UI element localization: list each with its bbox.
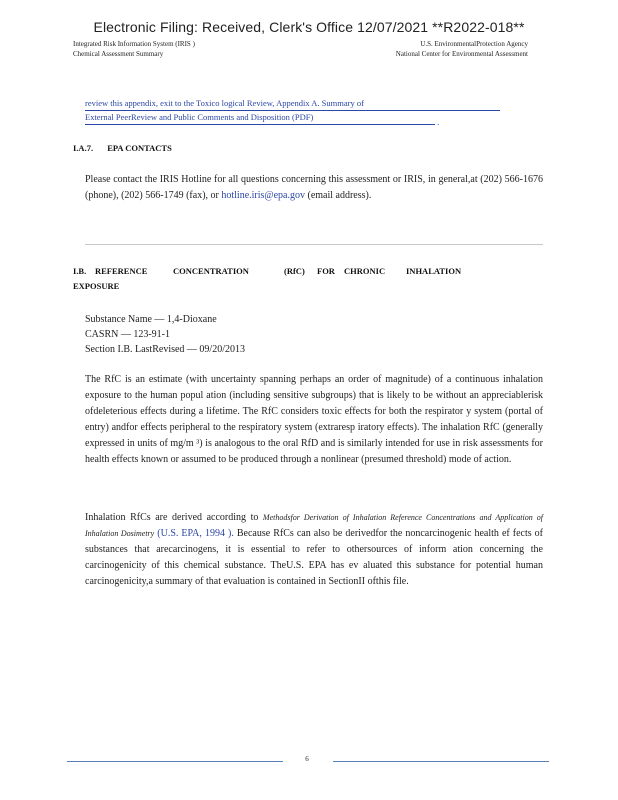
footer-rule-left: [67, 761, 283, 762]
rfc-derivation-text-end: Because RfCs can also be derivedfor the noncarcinogenic health ef fects of substances that arecarcinogens, it is essential to refer to othersources of inform ation concerning the carcinogenicity of this chemical substance. TheU.S. EPA has ev aluated this substance for potential human carcinogenicity,a summary of that evaluation is contained in SectionII ofthis file.: [85, 528, 544, 587]
hotline-email-link[interactable]: hotline.iris@epa.gov: [221, 190, 305, 201]
running-header-left-line2: Chemical Assessment Summary: [73, 50, 164, 58]
rfc-heading-word: INHALATION: [406, 266, 462, 276]
running-header-right-line2: National Center for Environmental Assessment: [395, 50, 528, 58]
section-divider: [85, 244, 543, 245]
contacts-text: Please contact the IRIS Hotline for all questions concerning this assessment or IRIS, in general,at (202) 566-1676 (phone), (202) 566-1749 (fax), or: [85, 174, 543, 201]
substance-name: Substance Name — 1,4-Dioxane: [85, 314, 217, 325]
contacts-heading-number: I.A.7.: [73, 143, 94, 153]
last-revised: Section I.B. LastRevised — 09/20/2013: [85, 344, 245, 355]
citation-link[interactable]: (U.S. EPA, 1994 ).: [157, 528, 234, 539]
running-header-left: [73, 39, 195, 59]
rfc-heading: [73, 265, 462, 293]
contacts-text-end: (email address).: [305, 190, 372, 201]
rfc-heading-word: REFERENCE: [95, 266, 148, 276]
rfc-definition-paragraph: The RfC is an estimate (with uncertainty spanning perhaps an order of magnitude) of a continuous inhalation exposure to the human popul ation (including sensitive subgroups) that is likely to be without an appreciablerisk ofdeleterious effects during a lifetime. The RfC considers toxic effects for both the respirator y system (portal of entry) andfor effects peripheral to the respiratory system (extraresp iratory effects). The inhalation RfC (generally expressed in units of mg/m ³) is analogous to the oral RfD and is similarly intended for use in risk assessments for health effects known or assumed to be produced through a nonlinear (presumed threshold) mode of action.: [85, 374, 543, 465]
rfc-heading-word: FOR: [317, 266, 335, 276]
rfc-derivation-paragraph: [85, 510, 543, 590]
rfc-heading-word: I.B.: [73, 266, 87, 276]
contacts-paragraph: [85, 172, 543, 204]
rfc-heading-word: (RfC): [284, 266, 305, 276]
contacts-heading: [73, 142, 172, 155]
casrn: CASRN — 123-91-1: [85, 329, 171, 340]
peer-review-link-line1[interactable]: review this appendix, exit to the Toxico logical Review, Appendix A. Summary of: [85, 97, 500, 111]
filing-stamp: Electronic Filing: Received, Clerk's Office 12/07/2021 **R2022-018**: [93, 19, 525, 35]
contacts-heading-title: EPA CONTACTS: [107, 143, 172, 153]
rfc-heading-line2: EXPOSURE: [73, 281, 120, 291]
substance-metadata: [85, 312, 245, 357]
peer-review-link-line2[interactable]: External PeerReview and Public Comments and Disposition (PDF): [85, 111, 435, 125]
rfc-heading-word: CONCENTRATION: [173, 266, 249, 276]
peer-review-link[interactable]: [85, 97, 500, 129]
running-header-right-line1: U.S. EnvironmentalProtection Agency: [420, 40, 528, 48]
rfc-derivation-text: Inhalation RfCs are derived according to: [85, 512, 263, 523]
running-header-left-line1: Integrated Risk Information System (IRIS ): [73, 40, 195, 48]
footer-rule-right: [333, 761, 549, 762]
methods-reference-title: Methodsfor Derivation of Inhalation Reference Concentrations and Application of Inhalation Dosimetry: [85, 513, 543, 538]
rfc-heading-word: CHRONIC: [344, 266, 386, 276]
peer-review-link-tail: .: [435, 117, 440, 127]
running-header-right: [396, 39, 528, 59]
page-number: 6: [305, 755, 309, 763]
